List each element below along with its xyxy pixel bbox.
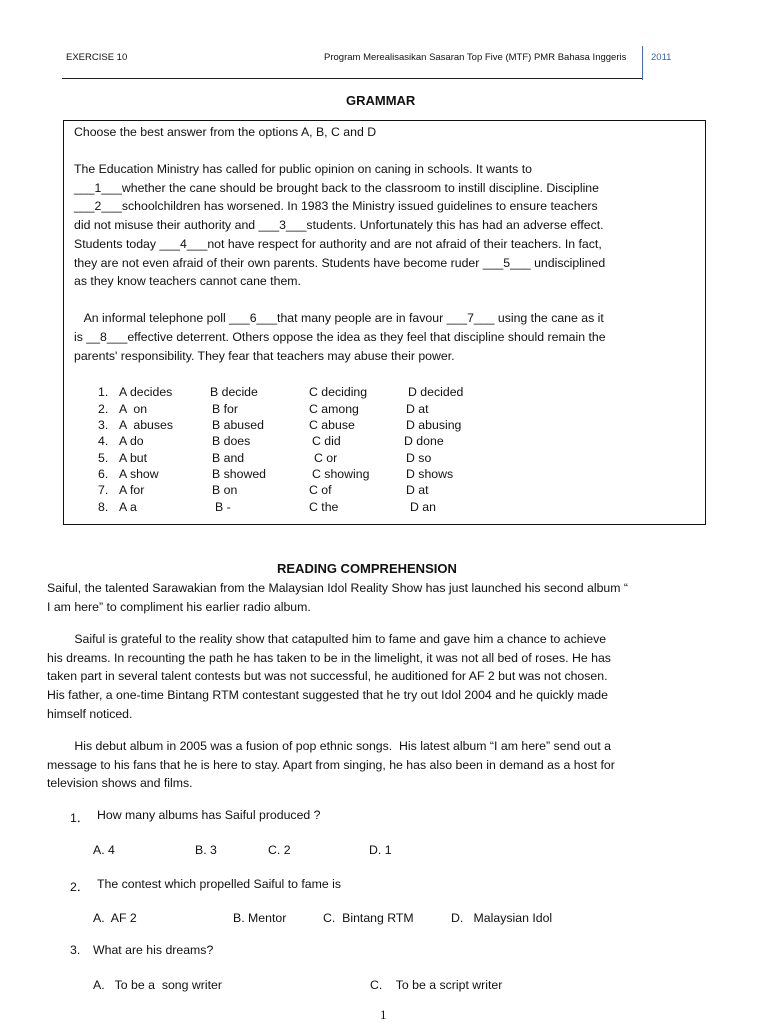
answer-option[interactable]: A. To be a song writer (93, 978, 222, 992)
option-num: 1. (98, 385, 109, 399)
paragraph-line: message to his fans that he is here to stay. Apart from singing, he has also been in demand as a host for (47, 758, 615, 772)
option-b[interactable]: B for (212, 402, 238, 416)
paragraph-line: himself noticed. (47, 707, 133, 721)
paragraph-line: his dreams. In recounting the path he has taken to be in the limelight, it was not all bed of roses. He has (47, 651, 611, 665)
option-d[interactable]: D an (410, 500, 436, 514)
answer-option[interactable]: A. AF 2 (93, 911, 137, 925)
option-d[interactable]: D so (406, 451, 432, 465)
option-b[interactable]: B and (212, 451, 245, 465)
option-a[interactable]: A abuses (119, 418, 174, 432)
question-number: 2． (70, 880, 90, 894)
header-divider (642, 46, 643, 80)
answer-option[interactable]: D. Malaysian Idol (451, 911, 553, 925)
option-b[interactable]: B - (215, 500, 231, 514)
passage-line: as they know teachers cannot cane them. (74, 274, 301, 288)
paragraph-line: television shows and films. (47, 776, 193, 790)
answer-option[interactable]: C. 2 (268, 843, 291, 857)
header-rule (62, 78, 642, 79)
option-num: 6. (98, 467, 109, 481)
option-c[interactable]: C of (309, 483, 332, 497)
option-a[interactable]: A on (119, 402, 148, 416)
option-num: 5. (98, 451, 109, 465)
option-a[interactable]: A for (119, 483, 145, 497)
answer-option[interactable]: B. Mentor (233, 911, 287, 925)
answer-option[interactable]: C. To be a script writer (370, 978, 503, 992)
option-num: 2. (98, 402, 109, 416)
passage-line: is __8___effective deterrent. Others oppose the idea as they feel that discipline should remain the (74, 330, 606, 344)
option-a[interactable]: A show (119, 467, 159, 481)
passage-line: parents' responsibility. They fear that teachers may abuse their power. (74, 349, 455, 363)
option-d[interactable]: D decided (408, 385, 464, 399)
passage-line: The Education Ministry has called for public opinion on caning in schools. It wants to (74, 162, 532, 176)
paragraph-line: Saiful, the talented Sarawakian from the Malaysian Idol Reality Show has just launched his second album “ (47, 581, 629, 595)
passage-line: Students today ___4___not have respect for authority and are not afraid of their teachers. In fact, (74, 237, 602, 251)
option-num: 3. (98, 418, 109, 432)
answer-option[interactable]: D. 1 (369, 843, 392, 857)
grammar-title: GRAMMAR (346, 93, 416, 108)
passage-line: ___1___whether the cane should be brought back to the classroom to instill discipline. Discipline (74, 181, 599, 195)
option-num: 8. (98, 500, 109, 514)
option-c[interactable]: C showing (312, 467, 370, 481)
option-b[interactable]: B showed (212, 467, 267, 481)
paragraph-line: His father, a one-time Bintang RTM contestant suggested that he try out Idol 2004 and he quickly made (47, 688, 608, 702)
option-d[interactable]: D done (404, 434, 444, 448)
option-c[interactable]: C or (314, 451, 338, 465)
question-text: The contest which propelled Saiful to fame is (97, 877, 342, 891)
grammar-instruction: Choose the best answer from the options A, B, C and D (74, 125, 377, 139)
answer-option[interactable]: B. 3 (195, 843, 217, 857)
option-a[interactable]: A do (119, 434, 144, 448)
option-c[interactable]: C abuse (309, 418, 355, 432)
option-a[interactable]: A decides (119, 385, 173, 399)
paragraph-line: I am here” to compliment his earlier radio album. (47, 600, 311, 614)
answer-option[interactable]: A. 4 (93, 843, 115, 857)
header-exercise: EXERCISE 10 (66, 52, 128, 63)
paragraph-line: Saiful is grateful to the reality show that catapulted him to fame and gave him a chance to achieve (47, 632, 607, 646)
question-number: 3. (70, 943, 81, 957)
option-d[interactable]: D abusing (406, 418, 462, 432)
page-number: 1 (380, 1007, 387, 1022)
option-d[interactable]: D shows (406, 467, 454, 481)
option-num: 7. (98, 483, 109, 497)
option-a[interactable]: A a (119, 500, 137, 514)
passage-line: An informal telephone poll ___6___that many people are in favour ___7___ using the cane as it (74, 311, 604, 325)
question-text: What are his dreams? (93, 943, 214, 957)
question-number: 1． (70, 811, 90, 825)
paragraph-line: taken part in several talent contests but was not successful, he auditioned for AF 2 but was not chosen. (47, 669, 608, 683)
header-program: Program Merealisasikan Sasaran Top Five (MTF) PMR Bahasa Inggeris (324, 52, 627, 63)
option-b[interactable]: B on (212, 483, 238, 497)
option-c[interactable]: C among (309, 402, 359, 416)
reading-title: READING COMPREHENSION (277, 561, 457, 576)
header-year: 2011 (651, 52, 672, 63)
option-a[interactable]: A but (119, 451, 148, 465)
paragraph-line: His debut album in 2005 was a fusion of pop ethnic songs. His latest album “I am here” send out a (47, 739, 611, 753)
passage-line: ___2___schoolchildren has worsened. In 1983 the Ministry issued guidelines to ensure teachers (74, 199, 598, 213)
option-d[interactable]: D at (406, 402, 429, 416)
question-text: How many albums has Saiful produced ? (97, 808, 321, 822)
option-b[interactable]: B abused (212, 418, 264, 432)
passage-line: did not misuse their authority and ___3___students. Unfortunately this has had an adverse effect. (74, 218, 604, 232)
option-c[interactable]: C did (312, 434, 341, 448)
option-c[interactable]: C the (309, 500, 339, 514)
answer-option[interactable]: C. Bintang RTM (323, 911, 414, 925)
passage-line: they are not even afraid of their own parents. Students have become ruder ___5___ undisciplined (74, 256, 606, 270)
option-b[interactable]: B decide (210, 385, 258, 399)
option-d[interactable]: D at (406, 483, 429, 497)
option-b[interactable]: B does (212, 434, 251, 448)
option-c[interactable]: C deciding (309, 385, 368, 399)
option-num: 4. (98, 434, 109, 448)
